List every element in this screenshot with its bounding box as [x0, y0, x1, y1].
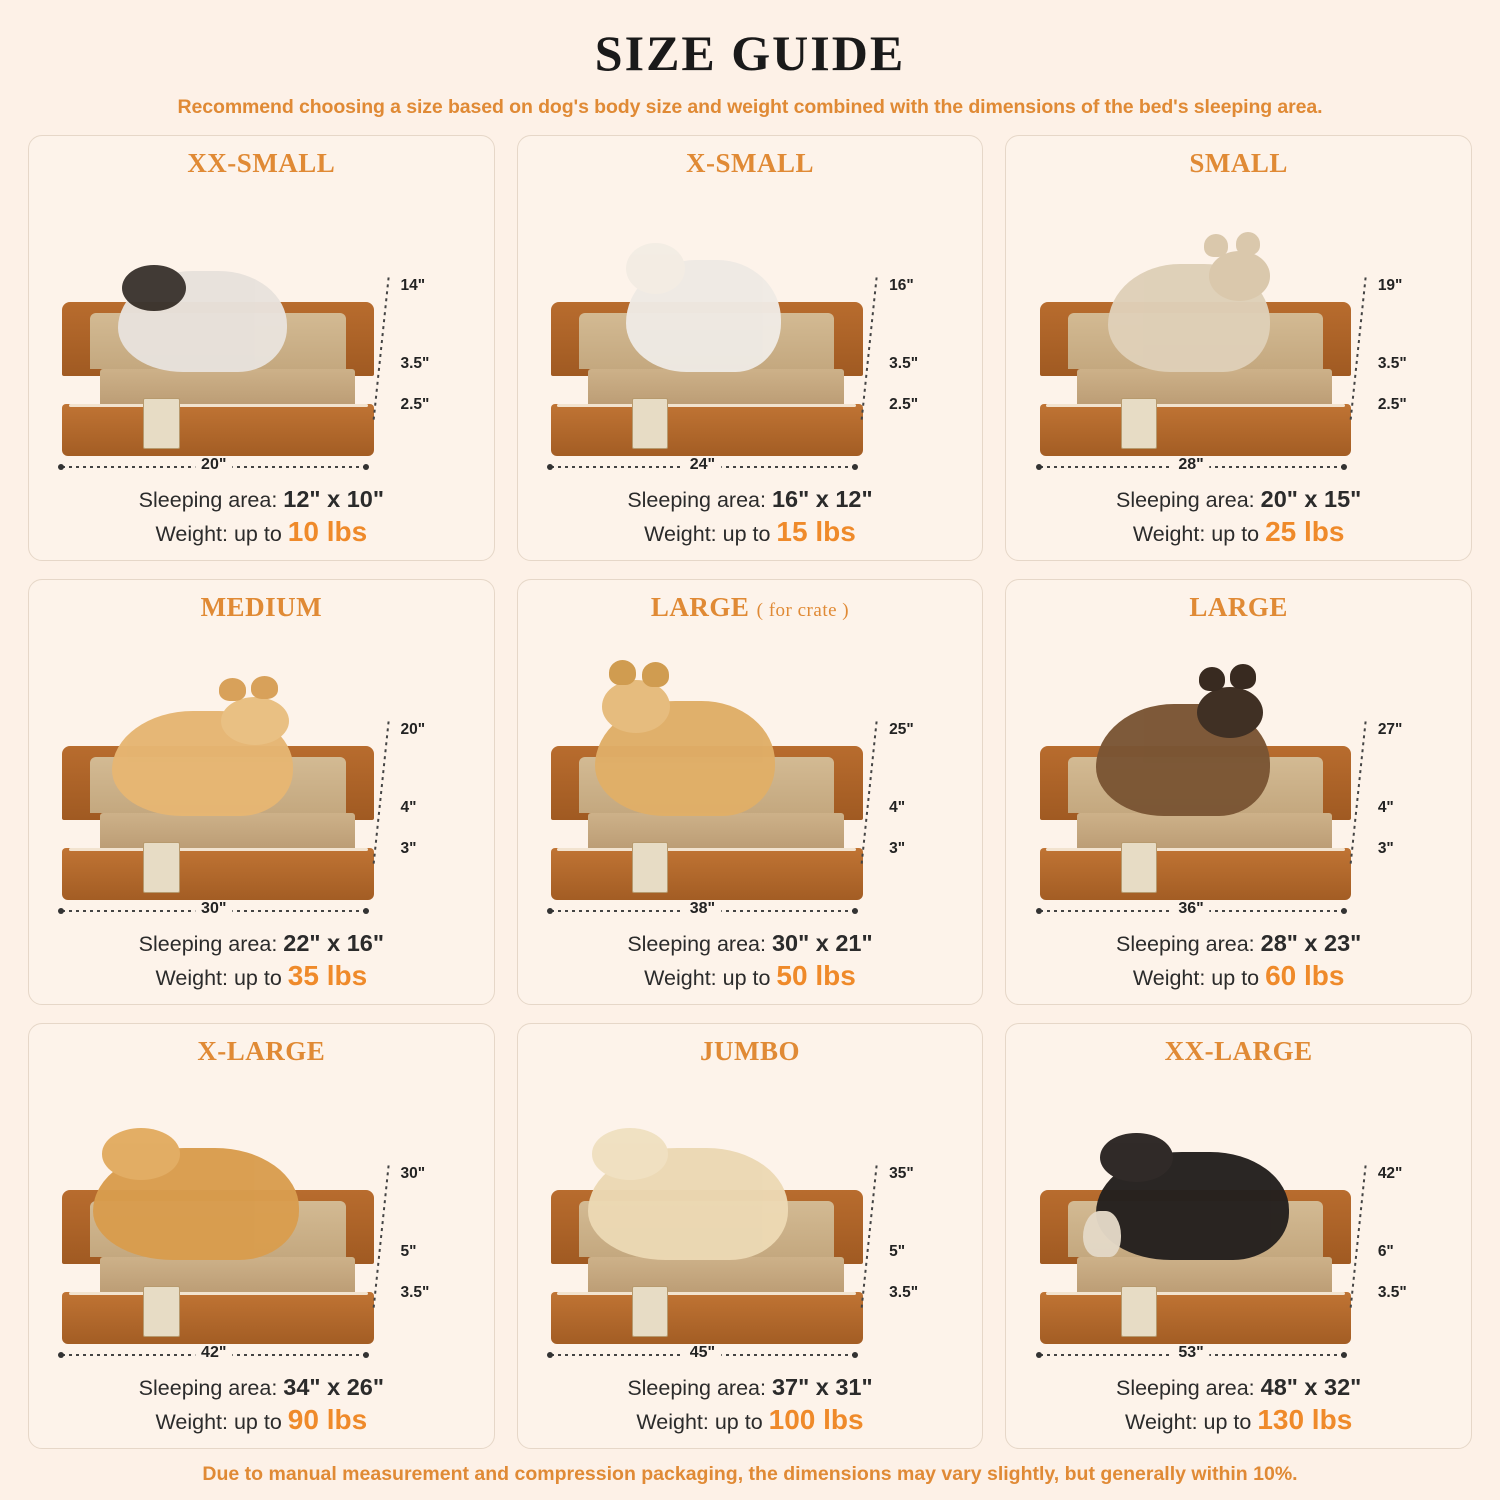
pet-ear — [1236, 232, 1260, 256]
sleeping-area-label: Sleeping area: — [627, 1376, 772, 1400]
bed-base — [1040, 848, 1352, 900]
size-card — [28, 1023, 495, 1449]
bed-piping — [69, 848, 368, 851]
secondary-pet-photo — [1083, 1211, 1120, 1256]
pet-ear — [1199, 667, 1225, 692]
width-dimension: 53" — [1172, 1344, 1209, 1362]
dimension-leader-line — [1349, 277, 1366, 422]
sleeping-area-label: Sleeping area: — [1115, 932, 1261, 956]
dimension-callouts — [1343, 265, 1447, 452]
pet-photo — [588, 1148, 787, 1260]
pet-photo — [1096, 1152, 1289, 1260]
mid-dimension: 6" — [1377, 1242, 1394, 1260]
bed-mattress — [588, 813, 843, 851]
size-card-title — [700, 1036, 800, 1067]
height-dimension: 16" — [889, 276, 914, 294]
pet-head — [122, 265, 186, 312]
sleeping-area-label: Sleeping area: — [138, 488, 284, 512]
size-card-title — [1189, 148, 1288, 179]
sleeping-area-row — [1116, 1374, 1361, 1401]
sleeping-area-value: 30" x 21" — [771, 930, 873, 956]
pet-ear — [609, 660, 636, 685]
sleeping-area-label: Sleeping area: — [138, 932, 284, 956]
size-card-grid — [28, 135, 1472, 1449]
pet-head — [1100, 1133, 1173, 1183]
width-dimension: 20" — [195, 456, 232, 474]
width-dimension-line — [551, 1344, 854, 1361]
dimension-callouts — [365, 1153, 469, 1340]
height-dimension: 25" — [889, 720, 914, 738]
dimension-leader-line — [861, 277, 878, 422]
bed-piping — [557, 404, 856, 407]
weight-label: Weight: up to — [1132, 522, 1266, 546]
width-dimension-line — [62, 900, 365, 917]
pet-ear — [1204, 234, 1228, 258]
weight-row — [644, 516, 856, 548]
dimension-callouts — [365, 709, 469, 896]
sleeping-area-row — [139, 930, 384, 957]
size-card-title — [686, 148, 814, 179]
dog-bed-graphic — [551, 281, 863, 456]
bed-base — [62, 1292, 374, 1344]
size-name: LARGE — [650, 592, 750, 622]
pet-head — [1209, 251, 1271, 301]
weight-value: 50 lbs — [776, 960, 856, 991]
weight-row — [156, 516, 368, 548]
dog-bed-graphic — [1040, 281, 1352, 456]
weight-row — [644, 960, 856, 992]
dog-bed-graphic — [551, 725, 863, 900]
size-card — [1005, 1023, 1472, 1449]
weight-label: Weight: up to — [155, 966, 288, 990]
bed-piping — [557, 1292, 856, 1295]
low-dimension: 3.5" — [1377, 1284, 1407, 1302]
pet-head — [626, 243, 685, 294]
bed-brand-tag — [632, 842, 668, 893]
dog-bed-graphic — [551, 1169, 863, 1344]
weight-row — [1133, 516, 1345, 548]
size-card — [517, 135, 984, 561]
size-card — [1005, 135, 1472, 561]
height-dimension: 27" — [1377, 720, 1403, 738]
width-dimension: 45" — [684, 1344, 721, 1362]
bed-brand-tag — [632, 398, 668, 449]
pet-photo — [626, 260, 782, 372]
sleeping-area-row — [139, 486, 384, 513]
dimension-callouts — [854, 1153, 958, 1340]
dimension-leader-line — [372, 1165, 389, 1310]
bed-illustration — [534, 1069, 967, 1370]
bed-piping — [1046, 1292, 1345, 1295]
sleeping-area-value: 34" x 26" — [283, 1374, 384, 1400]
bed-illustration — [45, 181, 478, 482]
size-card — [1005, 579, 1472, 1005]
pet-head — [1197, 687, 1263, 738]
sleeping-area-row — [627, 930, 872, 957]
weight-label: Weight: up to — [155, 522, 288, 546]
bed-piping — [1046, 848, 1345, 851]
mid-dimension: 3.5" — [1377, 354, 1407, 372]
height-dimension: 30" — [400, 1164, 426, 1182]
bed-piping — [557, 848, 856, 851]
weight-row — [1133, 960, 1345, 992]
dimension-leader-line — [861, 1165, 878, 1310]
size-card — [517, 1023, 984, 1449]
bed-mattress — [1077, 813, 1332, 851]
bed-mattress — [100, 369, 355, 407]
bed-base — [62, 404, 374, 456]
page-title: SIZE GUIDE — [594, 25, 906, 81]
size-name: LARGE — [1189, 592, 1288, 622]
bed-piping — [1046, 404, 1345, 407]
size-card-title — [1189, 592, 1288, 623]
low-dimension: 2.5" — [889, 396, 919, 414]
bed-mattress — [100, 813, 355, 851]
bed-mattress — [588, 1257, 843, 1295]
sleeping-area-row — [1116, 486, 1361, 513]
bed-brand-tag — [1121, 1286, 1157, 1337]
sleeping-area-row — [627, 486, 872, 513]
sleeping-area-value: 16" x 12" — [771, 486, 873, 512]
size-note: ( for crate ) — [756, 600, 850, 621]
width-dimension: 38" — [684, 900, 721, 918]
size-name: XX-SMALL — [187, 148, 336, 178]
size-name: MEDIUM — [200, 592, 323, 622]
bed-brand-tag — [143, 842, 179, 893]
sleeping-area-value: 22" x 16" — [283, 930, 384, 956]
bed-brand-tag — [143, 1286, 179, 1337]
dimension-callouts — [1343, 709, 1447, 896]
size-card — [517, 579, 984, 1005]
width-dimension-line — [62, 1344, 365, 1361]
sleeping-area-value: 48" x 32" — [1260, 1374, 1362, 1400]
pet-ear — [251, 676, 278, 699]
weight-row — [156, 960, 368, 992]
sleeping-area-value: 20" x 15" — [1260, 486, 1362, 512]
pet-head — [602, 680, 671, 733]
bed-illustration — [1022, 181, 1455, 482]
width-dimension: 28" — [1172, 456, 1209, 474]
size-name: SMALL — [1189, 148, 1288, 178]
size-card-title — [197, 1036, 325, 1067]
bed-brand-tag — [1121, 398, 1157, 449]
width-dimension: 42" — [195, 1344, 232, 1362]
bed-mattress — [588, 369, 843, 407]
weight-label: Weight: up to — [1125, 1410, 1258, 1434]
height-dimension: 20" — [400, 720, 426, 738]
height-dimension: 35" — [889, 1164, 914, 1182]
size-name: XX-LARGE — [1164, 1036, 1313, 1066]
bed-base — [1040, 404, 1352, 456]
pet-photo — [93, 1148, 299, 1260]
dog-bed-graphic — [1040, 725, 1352, 900]
sleeping-area-label: Sleeping area: — [627, 932, 772, 956]
weight-label: Weight: up to — [644, 966, 777, 990]
width-dimension: 36" — [1172, 900, 1209, 918]
sleeping-area-value: 28" x 23" — [1260, 930, 1362, 956]
bed-base — [551, 1292, 863, 1344]
mid-dimension: 4" — [1377, 798, 1394, 816]
low-dimension: 3" — [400, 840, 417, 858]
pet-photo — [118, 271, 286, 372]
width-dimension-line — [1040, 900, 1343, 917]
size-card-title — [187, 148, 335, 179]
bed-illustration — [45, 625, 478, 926]
pet-photo — [1108, 264, 1270, 372]
dimension-callouts — [1343, 1153, 1447, 1340]
sleeping-area-label: Sleeping area: — [1115, 1376, 1261, 1400]
weight-value: 90 lbs — [287, 1404, 368, 1435]
disclaimer-text: Due to manual measurement and compression packaging, the dimensions may vary slightly, but generally within 10%. — [202, 1463, 1298, 1485]
dog-bed-graphic — [62, 1169, 374, 1344]
dimension-leader-line — [1349, 1165, 1366, 1310]
bed-illustration — [1022, 625, 1455, 926]
bed-base — [551, 848, 863, 900]
dimension-leader-line — [372, 277, 389, 422]
weight-row — [636, 1404, 863, 1436]
dog-bed-graphic — [1040, 1169, 1352, 1344]
bed-illustration — [1022, 1069, 1455, 1370]
weight-value: 130 lbs — [1257, 1404, 1353, 1435]
width-dimension-line — [62, 456, 365, 473]
height-dimension: 42" — [1377, 1164, 1403, 1182]
bed-illustration — [534, 181, 967, 482]
low-dimension: 2.5" — [400, 396, 430, 414]
weight-value: 10 lbs — [287, 516, 368, 547]
sleeping-area-row — [627, 1374, 872, 1401]
size-name: X-LARGE — [197, 1036, 326, 1066]
pet-ear — [1230, 664, 1256, 689]
pet-head — [592, 1128, 668, 1179]
size-card — [28, 135, 495, 561]
mid-dimension: 4" — [889, 798, 906, 816]
width-dimension-line — [551, 456, 854, 473]
low-dimension: 3" — [889, 840, 906, 858]
pet-photo — [595, 701, 776, 816]
page-subtitle: Recommend choosing a size based on dog's body size and weight combined with the dimensions of the bed's sleeping area. — [177, 96, 1323, 118]
size-card-title — [1165, 1036, 1313, 1067]
dimension-leader-line — [861, 721, 878, 866]
mid-dimension: 5" — [400, 1242, 417, 1260]
bed-base — [551, 404, 863, 456]
pet-ear — [642, 662, 669, 687]
bed-base — [62, 848, 374, 900]
weight-value: 35 lbs — [287, 960, 368, 991]
size-card — [28, 579, 495, 1005]
low-dimension: 3.5" — [889, 1284, 919, 1302]
width-dimension-line — [1040, 456, 1343, 473]
sleeping-area-label: Sleeping area: — [627, 488, 772, 512]
width-dimension: 24" — [684, 456, 721, 474]
pet-ear — [219, 678, 246, 701]
weight-label: Weight: up to — [644, 522, 777, 546]
height-dimension: 19" — [1377, 276, 1403, 294]
dimension-callouts — [854, 265, 958, 452]
bed-illustration — [45, 1069, 478, 1370]
width-dimension: 30" — [195, 900, 232, 918]
size-name: JUMBO — [699, 1036, 800, 1066]
bed-mattress — [1077, 1257, 1332, 1295]
bed-piping — [69, 1292, 368, 1295]
size-name: X-SMALL — [685, 148, 814, 178]
dog-bed-graphic — [62, 725, 374, 900]
weight-label: Weight: up to — [1132, 966, 1266, 990]
bed-brand-tag — [632, 1286, 668, 1337]
dimension-leader-line — [372, 721, 389, 866]
weight-value: 60 lbs — [1265, 960, 1345, 991]
pet-photo — [112, 711, 293, 816]
bed-brand-tag — [1121, 842, 1157, 893]
weight-label: Weight: up to — [636, 1410, 769, 1434]
bed-illustration — [534, 625, 967, 926]
sleeping-area-row — [139, 1374, 384, 1401]
sleeping-area-label: Sleeping area: — [138, 1376, 284, 1400]
bed-base — [1040, 1292, 1352, 1344]
dimension-callouts — [854, 709, 958, 896]
low-dimension: 2.5" — [1377, 396, 1407, 414]
weight-value: 15 lbs — [776, 516, 856, 547]
dimension-callouts — [365, 265, 469, 452]
pet-head — [221, 697, 290, 745]
mid-dimension: 3.5" — [400, 354, 430, 372]
dog-bed-graphic — [62, 281, 374, 456]
low-dimension: 3" — [1377, 840, 1394, 858]
bed-mattress — [100, 1257, 355, 1295]
mid-dimension: 4" — [400, 798, 417, 816]
mid-dimension: 5" — [889, 1242, 906, 1260]
bed-brand-tag — [143, 398, 179, 449]
width-dimension-line — [551, 900, 854, 917]
weight-row — [156, 1404, 368, 1436]
weight-value: 25 lbs — [1265, 516, 1345, 547]
bed-piping — [69, 404, 368, 407]
pet-head — [102, 1128, 180, 1179]
low-dimension: 3.5" — [400, 1284, 430, 1302]
width-dimension-line — [1040, 1344, 1343, 1361]
dimension-leader-line — [1349, 721, 1366, 866]
sleeping-area-label: Sleeping area: — [1115, 488, 1261, 512]
pet-photo — [1096, 704, 1270, 816]
sleeping-area-row — [1116, 930, 1361, 957]
weight-value: 100 lbs — [768, 1404, 864, 1435]
height-dimension: 14" — [400, 276, 426, 294]
weight-row — [1125, 1404, 1352, 1436]
bed-mattress — [1077, 369, 1332, 407]
sleeping-area-value: 37" x 31" — [771, 1374, 873, 1400]
weight-label: Weight: up to — [155, 1410, 288, 1434]
size-card-title — [201, 592, 322, 623]
size-card-title — [651, 592, 849, 623]
mid-dimension: 3.5" — [889, 354, 919, 372]
sleeping-area-value: 12" x 10" — [283, 486, 384, 512]
